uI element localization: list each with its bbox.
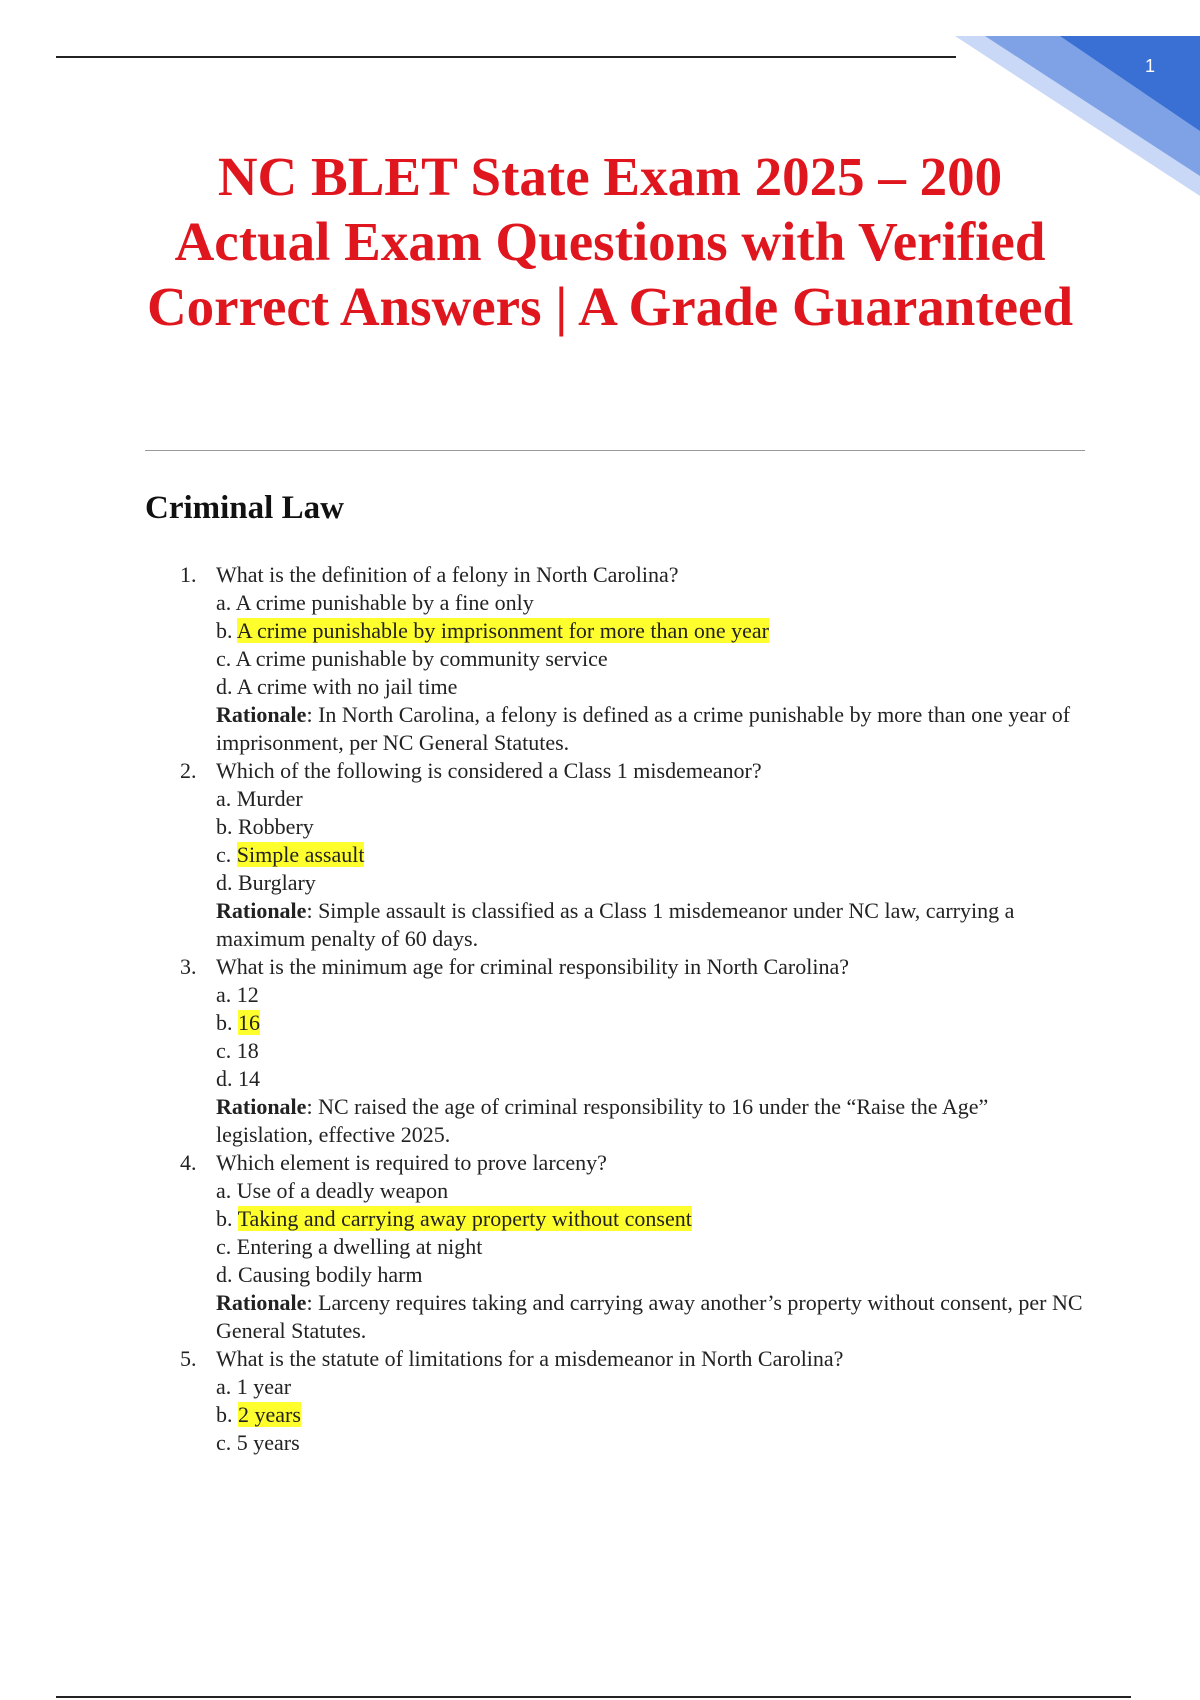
option-text: Use of a deadly weapon — [236, 1178, 449, 1203]
option-text: 14 — [238, 1066, 260, 1091]
option-text: Burglary — [238, 870, 316, 895]
option-text: Murder — [236, 786, 303, 811]
option-text: A crime punishable by a fine only — [235, 590, 534, 615]
answer-option — [216, 1177, 1090, 1205]
page-number: 1 — [1144, 56, 1155, 76]
option-letter: d. — [216, 1262, 233, 1287]
question-text: Which element is required to prove larceny? — [216, 1150, 607, 1175]
rationale-text: : In North Carolina, a felony is defined as a crime punishable by more than one year of imprisonment, per NC General Statutes. — [216, 702, 1071, 755]
answer-option — [216, 869, 1090, 897]
answer-option — [216, 1261, 1090, 1289]
question-text: Which of the following is considered a Class 1 misdemeanor? — [216, 758, 762, 783]
correct-answer-highlight: Simple assault — [236, 842, 365, 867]
question-number: 3. — [180, 954, 197, 979]
answer-option-correct — [216, 617, 1090, 645]
question-text: What is the definition of a felony in North Carolina? — [216, 562, 679, 587]
option-letter: b. — [216, 1402, 233, 1427]
rationale — [216, 701, 1090, 757]
option-letter: c. — [216, 1038, 232, 1063]
option-text: Robbery — [238, 814, 314, 839]
answer-option — [216, 645, 1090, 673]
question-list — [180, 561, 1090, 1457]
question-text: What is the statute of limitations for a misdemeanor in North Carolina? — [216, 1346, 844, 1371]
answer-option — [216, 1233, 1090, 1261]
option-text: 1 year — [236, 1374, 292, 1399]
answer-option-correct — [216, 841, 1090, 869]
correct-answer-highlight: Taking and carrying away property without consent — [237, 1206, 692, 1231]
footer-rule — [56, 1696, 1131, 1698]
rationale — [216, 1289, 1090, 1345]
option-text: Causing bodily harm — [238, 1262, 423, 1287]
option-letter: b. — [216, 1206, 233, 1231]
rationale-label: Rationale — [216, 1290, 307, 1315]
question-number: 2. — [180, 758, 197, 783]
rationale — [216, 1093, 1090, 1149]
option-letter: d. — [216, 1066, 233, 1091]
option-letter: a. — [216, 1178, 232, 1203]
question-number: 1. — [180, 562, 197, 587]
answer-option — [216, 673, 1090, 701]
answer-option — [216, 813, 1090, 841]
question-item — [180, 757, 1090, 953]
title-divider — [145, 450, 1085, 451]
answer-option — [216, 981, 1090, 1009]
answer-option-correct — [216, 1205, 1090, 1233]
question-number: 5. — [180, 1346, 197, 1371]
option-text: 18 — [236, 1038, 259, 1063]
answer-option — [216, 1037, 1090, 1065]
correct-answer-highlight: A crime punishable by imprisonment for more than one year — [236, 618, 769, 643]
option-letter: c. — [216, 646, 232, 671]
option-letter: b. — [216, 1010, 233, 1035]
option-letter: a. — [216, 786, 232, 811]
correct-answer-highlight: 2 years — [238, 1402, 301, 1427]
rationale-text: : Simple assault is classified as a Class 1 misdemeanor under NC law, carrying a maximum penalty of 60 days. — [216, 898, 1015, 951]
question-item — [180, 1149, 1090, 1345]
correct-answer-highlight: 16 — [238, 1010, 260, 1035]
rationale-label: Rationale — [216, 1094, 307, 1119]
answer-option — [216, 1065, 1090, 1093]
rationale-label: Rationale — [216, 702, 307, 727]
answer-option — [216, 1373, 1090, 1401]
section-heading: Criminal Law — [145, 490, 344, 526]
option-letter: a. — [216, 1374, 232, 1399]
answer-option — [216, 785, 1090, 813]
option-letter: d. — [216, 870, 233, 895]
option-text: A crime punishable by community service — [235, 646, 608, 671]
rationale-text: : Larceny requires taking and carrying away another’s property without consent, per NC General Statutes. — [216, 1290, 1083, 1343]
option-letter: c. — [216, 842, 232, 867]
answer-option — [216, 1429, 1090, 1457]
option-letter: b. — [216, 618, 233, 643]
question-text: What is the minimum age for criminal responsibility in North Carolina? — [216, 954, 849, 979]
rationale-label: Rationale — [216, 898, 307, 923]
option-letter: a. — [216, 982, 232, 1007]
question-item — [180, 1345, 1090, 1457]
option-text: A crime with no jail time — [236, 674, 458, 699]
option-text: Entering a dwelling at night — [236, 1234, 483, 1259]
answer-option-correct — [216, 1401, 1090, 1429]
rationale-text: : NC raised the age of criminal responsibility to 16 under the “Raise the Age” legislation, effective 2025. — [216, 1094, 989, 1147]
header-rule — [56, 56, 956, 58]
option-letter: b. — [216, 814, 233, 839]
option-letter: c. — [216, 1234, 232, 1259]
rationale — [216, 897, 1090, 953]
question-item — [180, 561, 1090, 757]
option-letter: c. — [216, 1430, 232, 1455]
option-letter: a. — [216, 590, 232, 615]
answer-option-correct — [216, 1009, 1090, 1037]
option-text: 5 years — [236, 1430, 300, 1455]
option-text: 12 — [236, 982, 259, 1007]
question-item — [180, 953, 1090, 1149]
question-number: 4. — [180, 1150, 197, 1175]
answer-option — [216, 589, 1090, 617]
document-title: NC BLET State Exam 2025 – 200 Actual Exam Questions with Verified Correct Answers | A Grade Guaranteed — [146, 146, 1074, 337]
option-letter: d. — [216, 674, 233, 699]
